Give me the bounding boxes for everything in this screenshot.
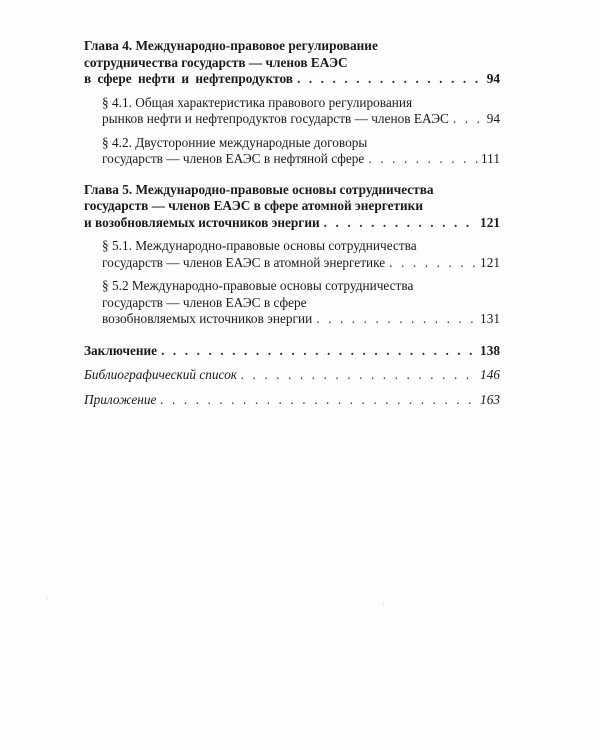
toc-appendix-label: Приложение xyxy=(84,391,157,407)
toc-section-5-1-page: 121 xyxy=(480,254,500,270)
toc-chapter-5[interactable] xyxy=(84,182,500,232)
dot-leader xyxy=(389,255,477,272)
toc-section-4-2-page: 111 xyxy=(481,151,500,166)
toc-section-5-2-line-3: возобновляемых источников энергии xyxy=(102,311,313,326)
toc-section-4-1-last-line xyxy=(102,111,500,128)
toc-section-5-1-line-2: государств — членов ЕАЭС в атомной энергетике xyxy=(102,254,386,270)
toc-section-4-1-page: 94 xyxy=(486,111,500,126)
toc-chapter-5-line-2: государств — членов ЕАЭС в сфере атомной энергетики xyxy=(84,198,423,213)
toc-chapter-4-page: 94 xyxy=(486,71,500,86)
toc-section-5-2-page: 131 xyxy=(480,311,500,326)
toc-chapter-4-line-2: сотрудничества государств — членов ЕАЭС xyxy=(84,54,348,70)
toc-section-5-2-line-2: государств — членов ЕАЭС в сфере xyxy=(102,294,307,310)
toc-section-5-2-last-line xyxy=(102,311,500,328)
table-of-contents xyxy=(84,38,500,408)
toc-conclusion-page: 138 xyxy=(480,342,500,358)
toc-chapter-5-page: 121 xyxy=(480,214,500,230)
dot-leader xyxy=(316,311,477,328)
toc-chapter-4-line-1: Глава 4. Международно-правовое регулирование xyxy=(84,38,378,53)
dot-leader xyxy=(241,367,477,384)
toc-chapter-4-last-line xyxy=(84,71,500,88)
toc-bibliography-line xyxy=(84,367,500,384)
toc-section-4-1-line-2: рынков нефти и нефтепродуктов государств — членов ЕАЭС xyxy=(102,111,449,126)
toc-chapter-5-line-3: и возобновляемых источников энергии xyxy=(84,214,320,230)
toc-section-4-2-line-1: § 4.2. Двусторонние международные договоры xyxy=(102,134,368,150)
scan-speck xyxy=(383,604,384,605)
toc-appendix-page: 163 xyxy=(480,391,500,407)
toc-section-5-2[interactable] xyxy=(84,278,500,328)
toc-chapter-4[interactable] xyxy=(84,38,500,88)
toc-section-4-2[interactable] xyxy=(84,135,500,168)
toc-appendix-line xyxy=(84,392,500,409)
toc-section-5-2-line-1: § 5.2 Международно-правовые основы сотрудничества xyxy=(102,278,414,293)
dot-leader xyxy=(160,392,477,409)
scan-speck xyxy=(47,598,48,599)
toc-section-4-1-line-1: § 4.1. Общая характеристика правового регулирования xyxy=(102,94,413,110)
toc-appendix[interactable] xyxy=(84,392,500,409)
toc-bibliography-page: 146 xyxy=(480,367,500,382)
toc-chapter-5-last-line xyxy=(84,215,500,232)
dot-leader xyxy=(297,71,484,88)
toc-section-5-1[interactable] xyxy=(84,238,500,271)
toc-conclusion-line xyxy=(84,343,500,360)
toc-conclusion[interactable] xyxy=(84,343,500,360)
toc-section-4-2-line-2: государств — членов ЕАЭС в нефтяной сфере xyxy=(102,151,365,166)
toc-chapter-4-line-3: в сфере нефти и нефтепродуктов xyxy=(84,71,293,86)
toc-section-4-1[interactable] xyxy=(84,95,500,128)
dot-leader xyxy=(324,215,477,232)
toc-section-4-2-last-line xyxy=(102,151,500,168)
dot-leader xyxy=(161,343,477,360)
toc-bibliography[interactable] xyxy=(84,367,500,384)
toc-section-5-1-last-line xyxy=(102,255,500,272)
toc-section-5-1-line-1: § 5.1. Международно-правовые основы сотрудничества xyxy=(102,238,417,253)
toc-bibliography-label: Библиографический список xyxy=(84,367,237,382)
toc-chapter-5-line-1: Глава 5. Международно-правовые основы сотрудничества xyxy=(84,181,434,197)
dot-leader xyxy=(368,151,478,168)
toc-conclusion-label: Заключение xyxy=(84,342,158,358)
dot-leader xyxy=(453,111,484,128)
